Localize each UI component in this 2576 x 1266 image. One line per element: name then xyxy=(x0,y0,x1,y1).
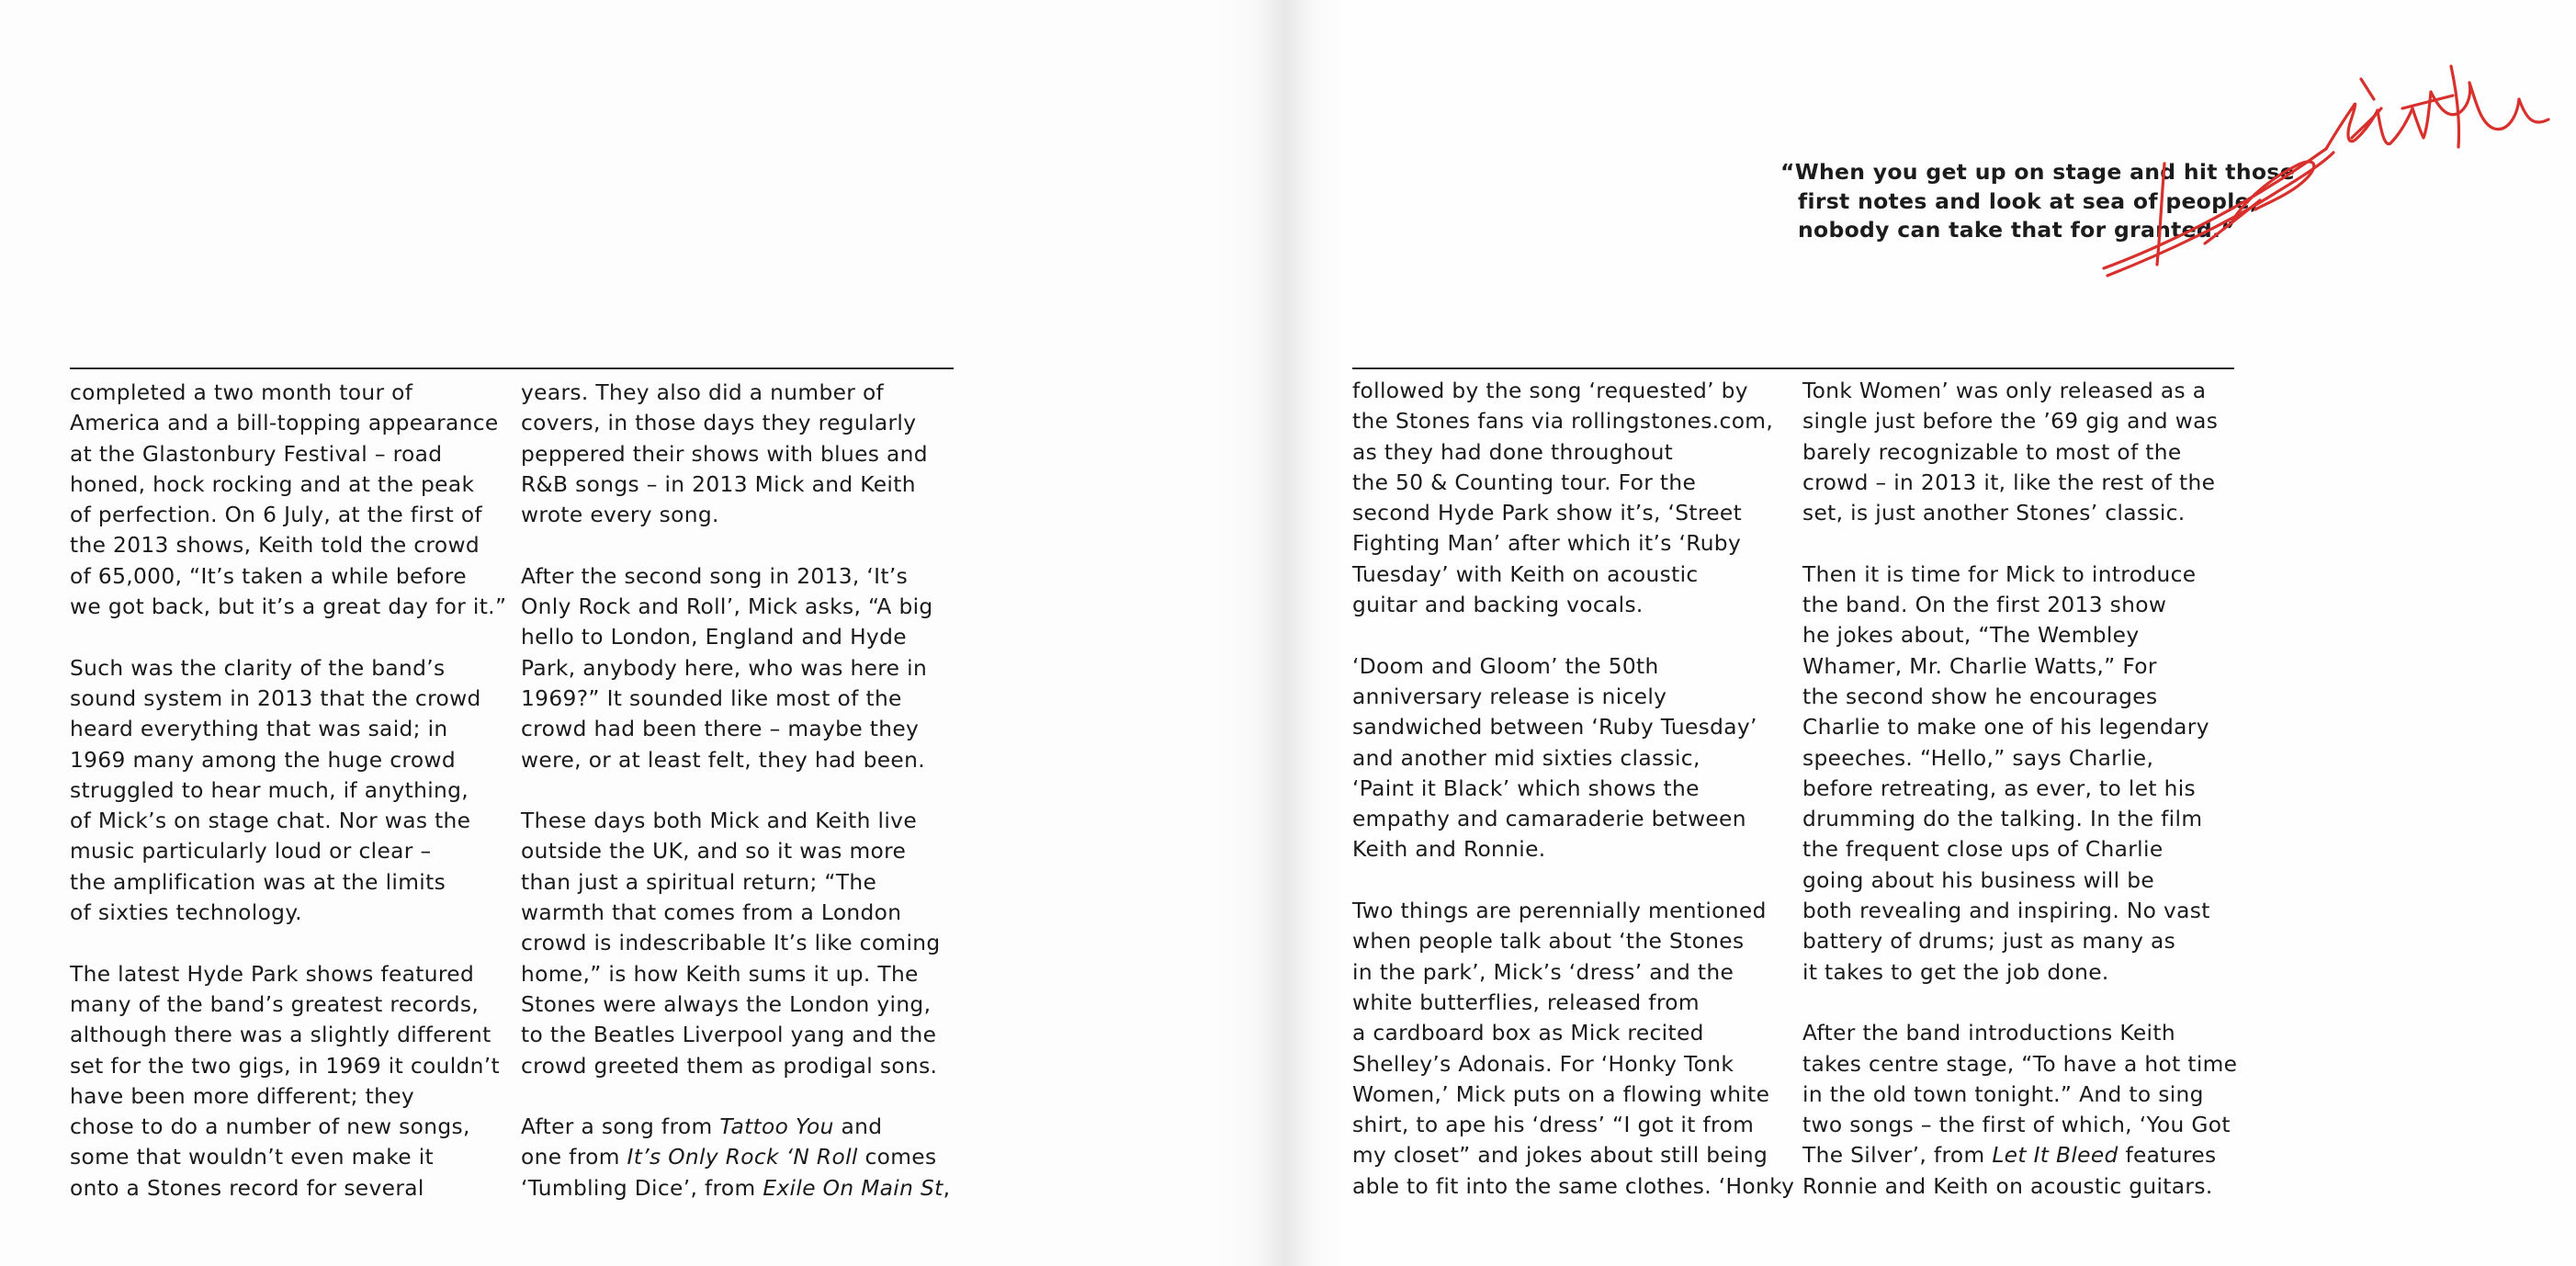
text-line: in the park’, Mick’s ‘dress’ and the xyxy=(1352,959,1734,985)
text-line: Then it is time for Mick to introduce xyxy=(1802,561,2197,587)
text-line: After the second song in 2013, ‘It’s xyxy=(521,563,909,589)
text-line: warmth that comes from a London xyxy=(521,900,902,926)
text-line: the frequent close ups of Charlie xyxy=(1802,837,2164,863)
text-line: Tonk Women’ was only released as a xyxy=(1802,379,2207,403)
text-line: have been more different; they xyxy=(70,1083,415,1109)
text-line: able to fit into the same clothes. ‘Honky xyxy=(1352,1173,1795,1199)
text-line: Keith and Ronnie. xyxy=(1352,837,1546,863)
column-rule xyxy=(1352,367,2234,369)
text-line: honed, hock rocking and at the peak xyxy=(70,471,475,497)
text-line: the Stones fans via rollingstones.com, xyxy=(1352,409,1774,435)
text-line: ‘Paint it Black’ which shows the xyxy=(1352,775,1700,801)
text-line: takes centre stage, “To have a hot time xyxy=(1802,1051,2238,1077)
book-spine-gutter xyxy=(1213,0,1350,1266)
text-line: two songs – the first of which, ‘You Got xyxy=(1802,1113,2231,1138)
text-line: Only Rock and Roll’, Mick asks, “A big xyxy=(521,594,933,620)
text-line: barely recognizable to most of the xyxy=(1802,439,2182,465)
text-line: many of the band’s greatest records, xyxy=(70,991,480,1017)
text-line: struggled to hear much, if anything, xyxy=(70,777,469,803)
text-line: ‘Tumbling Dice’, from Exile On Main St, xyxy=(521,1175,951,1201)
text-line: Shelley’s Adonais. For ‘Honky Tonk xyxy=(1352,1051,1734,1077)
text-line: crowd is indescribable It’s like coming xyxy=(521,931,941,956)
text-line: battery of drums; just as many as xyxy=(1802,929,2176,955)
pull-quote-line: “When you get up on stage and hit those xyxy=(1780,159,2295,185)
text-line: a cardboard box as Mick recited xyxy=(1352,1021,1704,1046)
text-line: one from It’s Only Rock ‘N Roll comes xyxy=(521,1145,937,1170)
text-line: The latest Hyde Park shows featured xyxy=(70,961,475,987)
text-line: Two things are perennially mentioned xyxy=(1352,899,1767,924)
right-page-column-1 xyxy=(1352,376,1794,1202)
text-line: my closet” and jokes about still being xyxy=(1352,1143,1768,1169)
text-line: of perfection. On 6 July, at the first of xyxy=(70,503,482,528)
text-line: onto a Stones record for several xyxy=(70,1175,424,1201)
text-line: guitar and backing vocals. xyxy=(1352,593,1644,618)
right-page-column-2 xyxy=(1802,376,2237,1202)
text-line: second Hyde Park show it’s, ‘Street xyxy=(1352,501,1743,526)
paragraph-gap xyxy=(1352,865,1794,896)
left-page-column-1 xyxy=(70,378,506,1204)
text-line: at the Glastonbury Festival – road xyxy=(70,441,443,467)
text-line: set for the two gigs, in 1969 it couldn’t xyxy=(70,1053,501,1079)
text-line: going about his business will be xyxy=(1802,867,2155,893)
text-line: heard everything that was said; in xyxy=(70,717,448,742)
column-rule xyxy=(70,367,954,369)
text-line: Stones were always the London ying, xyxy=(521,991,932,1017)
text-line: drumming do the talking. In the film xyxy=(1802,807,2203,832)
paragraph-gap xyxy=(521,530,950,560)
text-line: 1969 many among the huge crowd xyxy=(70,747,456,773)
text-line: than just a spiritual return; “The xyxy=(521,869,877,895)
text-line: wrote every song. xyxy=(521,503,719,528)
text-line: he jokes about, “The Wembley xyxy=(1802,623,2140,649)
text-line: to the Beatles Liverpool yang and the xyxy=(521,1023,937,1048)
text-line: the second show he encourages xyxy=(1802,684,2158,709)
keith-signature-graphic xyxy=(2085,55,2576,322)
paragraph-gap xyxy=(521,775,950,806)
text-line: music particularly loud or clear – xyxy=(70,839,432,865)
text-line: Whamer, Mr. Charlie Watts,” For xyxy=(1802,653,2157,679)
pull-quote-line: nobody can take that for granted.” xyxy=(1798,217,2236,243)
text-line: These days both Mick and Keith live xyxy=(521,808,918,834)
text-line: we got back, but it’s a great day for it.” xyxy=(70,594,507,620)
text-line: and another mid sixties classic, xyxy=(1352,745,1700,771)
text-line: Fighting Man’ after which it’s ‘Ruby xyxy=(1352,531,1742,557)
paragraph-gap xyxy=(1802,988,2237,1018)
pull-quote-line: first notes and look at sea of people, xyxy=(1798,187,2259,214)
text-line: peppered their shows with blues and xyxy=(521,441,928,467)
text-line: shirt, to ape his ‘dress’ “I got it from xyxy=(1352,1113,1755,1138)
text-line: crowd greeted them as prodigal sons. xyxy=(521,1053,938,1079)
text-line: Women,’ Mick puts on a flowing white xyxy=(1352,1081,1770,1107)
text-line: anniversary release is nicely xyxy=(1352,684,1667,709)
signature-text: Keith xyxy=(2085,55,2088,56)
text-line: outside the UK, and so it was more xyxy=(521,839,907,865)
text-line: white butterflies, released from xyxy=(1352,989,1700,1015)
text-line: the band. On the first 2013 show xyxy=(1802,593,2167,618)
text-line: followed by the song ‘requested’ by xyxy=(1352,379,1748,403)
text-line: ‘Doom and Gloom’ the 50th xyxy=(1352,653,1659,679)
text-line: hello to London, England and Hyde xyxy=(521,625,907,650)
text-line: R&B songs – in 2013 Mick and Keith xyxy=(521,471,916,497)
text-line: although there was a slightly different xyxy=(70,1023,491,1048)
paragraph-gap xyxy=(70,622,506,652)
text-line: covers, in those days they regularly xyxy=(521,411,917,436)
text-line: single just before the ’69 gig and was xyxy=(1802,409,2219,435)
text-line: before retreating, as ever, to let his xyxy=(1802,775,2197,801)
text-line: the 50 & Counting tour. For the xyxy=(1352,469,1697,495)
text-line: completed a two month tour of xyxy=(70,380,413,405)
text-line: After the band introductions Keith xyxy=(1802,1021,2175,1046)
text-line: 1969?” It sounded like most of the xyxy=(521,685,902,711)
text-line: chose to do a number of new songs, xyxy=(70,1114,470,1140)
text-line: as they had done throughout xyxy=(1352,439,1674,465)
paragraph-gap xyxy=(521,1081,950,1112)
text-line: speeches. “Hello,” says Charlie, xyxy=(1802,745,2154,771)
text-line: home,” is how Keith sums it up. The xyxy=(521,961,919,987)
text-line: crowd – in 2013 it, like the rest of the xyxy=(1802,469,2216,495)
text-line: sandwiched between ‘Ruby Tuesday’ xyxy=(1352,715,1757,740)
text-line: set, is just another Stones’ classic. xyxy=(1802,501,2186,526)
text-line: of sixties technology. xyxy=(70,900,302,926)
text-line: crowd had been there – maybe they xyxy=(521,717,920,742)
text-line: sound system in 2013 that the crowd xyxy=(70,685,481,711)
text-line: when people talk about ‘the Stones xyxy=(1352,929,1745,955)
text-line: The Silver’, from Let It Bleed features xyxy=(1802,1143,2217,1169)
text-line: Ronnie and Keith on acoustic guitars. xyxy=(1802,1173,2213,1199)
left-page-column-2 xyxy=(521,378,950,1204)
paragraph-gap xyxy=(70,928,506,958)
text-line: the amplification was at the limits xyxy=(70,869,446,895)
paragraph-gap xyxy=(1802,528,2237,559)
text-line: it takes to get the job done. xyxy=(1802,959,2109,985)
text-line: Park, anybody here, who was here in xyxy=(521,655,928,681)
text-line: of Mick’s on stage chat. Nor was the xyxy=(70,808,471,834)
text-line: both revealing and inspiring. No vast xyxy=(1802,899,2210,924)
text-line: of 65,000, “It’s taken a while before xyxy=(70,563,467,589)
text-line: empathy and camaraderie between xyxy=(1352,807,1746,832)
paragraph-gap xyxy=(1352,620,1794,650)
text-line: in the old town tonight.” And to sing xyxy=(1802,1081,2204,1107)
text-line: were, or at least felt, they had been. xyxy=(521,747,925,773)
text-line: After a song from Tattoo You and xyxy=(521,1114,883,1140)
text-line: Charlie to make one of his legendary xyxy=(1802,715,2209,740)
text-line: the 2013 shows, Keith told the crowd xyxy=(70,533,480,559)
text-line: some that wouldn’t even make it xyxy=(70,1145,435,1170)
text-line: Tuesday’ with Keith on acoustic xyxy=(1352,561,1699,587)
text-line: years. They also did a number of xyxy=(521,380,885,405)
text-line: Such was the clarity of the band’s xyxy=(70,655,446,681)
text-line: America and a bill-topping appearance xyxy=(70,411,499,436)
